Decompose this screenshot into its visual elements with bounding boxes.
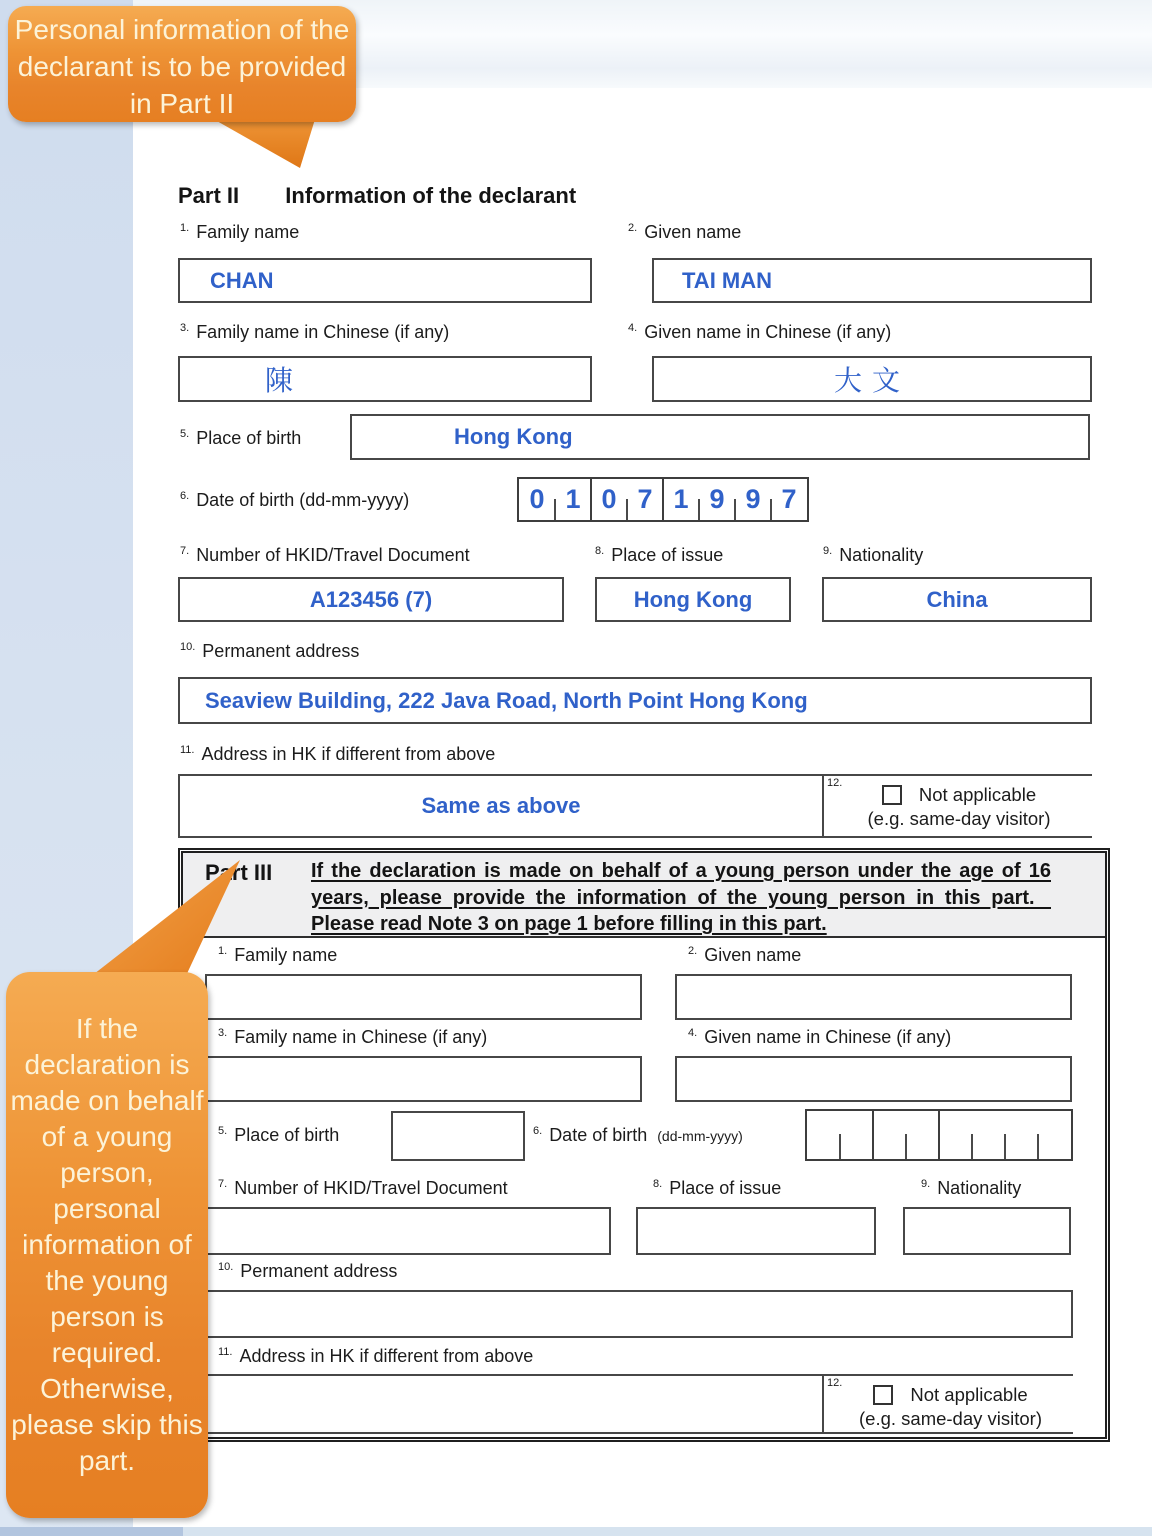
footer-strip-left bbox=[0, 1527, 183, 1536]
callout-left-text: If the declaration is made on behalf of a young person, personal information of the young person is required. Otherwise, please skip this part. bbox=[10, 1013, 204, 1476]
footer-strip-right bbox=[183, 1527, 1152, 1536]
part3-title: Part III bbox=[205, 860, 273, 885]
field-number: 8. bbox=[595, 545, 605, 557]
dob-digit-cell bbox=[1005, 1111, 1038, 1159]
part3-family-name-chinese-label bbox=[218, 1027, 487, 1048]
part2-title bbox=[178, 183, 576, 209]
part3-hkid-number-field[interactable] bbox=[205, 1207, 611, 1255]
dob-digit-cell bbox=[906, 1111, 939, 1159]
field-label: Family name in Chinese (if any) bbox=[234, 1027, 488, 1047]
dob-digit-cell: 9 bbox=[699, 479, 735, 520]
part2-given-name-label bbox=[628, 222, 741, 243]
part2-title-label: Part II bbox=[178, 183, 240, 208]
field-label: Number of HKID/Travel Document bbox=[234, 1178, 508, 1198]
field-label: Number of HKID/Travel Document bbox=[196, 545, 470, 565]
part3-hkid-number-label bbox=[218, 1178, 508, 1199]
part3-given-name-label bbox=[688, 945, 801, 966]
part2-permanent-address-field[interactable] bbox=[178, 677, 1092, 724]
part2-nationality-label bbox=[823, 545, 923, 566]
field-number: 4. bbox=[628, 322, 638, 334]
field-number: 6. bbox=[533, 1125, 543, 1137]
not-applicable-label: Not applicable bbox=[918, 784, 1037, 805]
field-label: Permanent address bbox=[202, 641, 360, 661]
not-applicable-checkbox[interactable] bbox=[873, 1385, 893, 1405]
callout-top bbox=[8, 6, 356, 122]
field-number: 3. bbox=[218, 1027, 228, 1039]
part3-section bbox=[178, 848, 1110, 1442]
dob-digit-cell bbox=[939, 1111, 972, 1159]
field-label: Place of birth bbox=[196, 428, 302, 448]
callout-top-text: Personal information of the declarant is to be provided in Part II bbox=[14, 14, 350, 119]
part3-date-of-birth-input[interactable] bbox=[805, 1109, 1073, 1161]
part3-nationality-field[interactable] bbox=[903, 1207, 1071, 1255]
field-number: 9. bbox=[823, 545, 833, 557]
field-label-small: (dd-mm-yyyy) bbox=[657, 1128, 743, 1144]
dob-digit-cell: 0 bbox=[519, 479, 555, 520]
field-number: 9. bbox=[921, 1178, 931, 1190]
part2-family-name-chinese-label bbox=[180, 322, 449, 343]
field-label: Place of issue bbox=[669, 1178, 782, 1198]
field-value: 大文 bbox=[833, 365, 910, 396]
part2-hk-address-field[interactable] bbox=[178, 774, 1092, 838]
field-value: Same as above bbox=[421, 793, 581, 818]
field-label: Nationality bbox=[937, 1178, 1022, 1198]
field-label: Family name bbox=[196, 222, 300, 242]
field-value: CHAN bbox=[210, 267, 274, 293]
field-number: 1. bbox=[180, 222, 190, 234]
field-number: 7. bbox=[218, 1178, 228, 1190]
part2-hkid-number-field[interactable] bbox=[178, 577, 564, 622]
part3-heading: If the declaration is made on behalf of a young person under the age of 16 years, please provide the information of the young person in this part. Please read Note 3 on page 1 before filling in this part. bbox=[311, 860, 1051, 935]
part2-given-name-chinese-field[interactable] bbox=[652, 356, 1092, 402]
dob-digit-cell bbox=[807, 1111, 840, 1159]
part2-place-of-birth-label bbox=[180, 428, 301, 449]
field-label: Given name in Chinese (if any) bbox=[704, 1027, 952, 1047]
field-label: Date of birth bbox=[549, 1125, 648, 1145]
not-applicable-sublabel: (e.g. same-day visitor) bbox=[859, 1408, 1042, 1429]
part2-family-name-label bbox=[180, 222, 299, 243]
part2-date-of-birth-label bbox=[180, 490, 409, 511]
field-number: 12. bbox=[827, 1377, 843, 1389]
dob-digit-cell bbox=[1038, 1111, 1071, 1159]
dob-digit-cell bbox=[840, 1111, 873, 1159]
part2-family-name-field[interactable] bbox=[178, 258, 592, 303]
field-number: 6. bbox=[180, 490, 190, 502]
part3-given-name-field[interactable] bbox=[675, 974, 1072, 1020]
field-label: Date of birth (dd-mm-yyyy) bbox=[196, 490, 410, 510]
not-applicable-label: Not applicable bbox=[910, 1384, 1028, 1405]
field-label: Place of birth bbox=[234, 1125, 340, 1145]
part2-hk-address-label bbox=[180, 744, 495, 765]
dob-digit-cell bbox=[873, 1111, 906, 1159]
field-label: Given name bbox=[644, 222, 742, 242]
field-value: Hong Kong bbox=[454, 424, 573, 449]
part2-date-of-birth-input[interactable] bbox=[517, 477, 809, 522]
part3-given-name-chinese-field[interactable] bbox=[675, 1056, 1072, 1102]
field-number: 10. bbox=[180, 641, 196, 653]
field-number: 3. bbox=[180, 322, 190, 334]
part3-not-applicable-cell bbox=[822, 1376, 1077, 1432]
field-value: TAI MAN bbox=[682, 267, 773, 293]
field-number: 5. bbox=[180, 428, 190, 440]
field-value: China bbox=[926, 586, 988, 612]
field-label: Address in HK if different from above bbox=[201, 744, 496, 764]
field-label: Nationality bbox=[839, 545, 924, 565]
part2-given-name-field[interactable] bbox=[652, 258, 1092, 303]
part3-given-name-chinese-label bbox=[688, 1027, 951, 1048]
dob-digit-cell: 1 bbox=[663, 479, 699, 520]
dob-digit-cell: 7 bbox=[627, 479, 663, 520]
field-number: 10. bbox=[218, 1261, 234, 1273]
not-applicable-sublabel: (e.g. same-day visitor) bbox=[867, 808, 1051, 829]
field-label: Given name in Chinese (if any) bbox=[644, 322, 892, 342]
callout-left bbox=[6, 972, 208, 1518]
callout-left-tail bbox=[88, 852, 248, 984]
part3-permanent-address-label bbox=[218, 1261, 397, 1282]
part3-hk-address-label bbox=[218, 1346, 533, 1367]
field-label: Family name in Chinese (if any) bbox=[196, 322, 450, 342]
callout-top-tail bbox=[202, 114, 322, 172]
field-value: A123456 (7) bbox=[309, 586, 433, 612]
part2-title-heading: Information of the declarant bbox=[285, 183, 577, 208]
field-value: Hong Kong bbox=[633, 586, 753, 612]
part2-permanent-address-label bbox=[180, 641, 359, 662]
field-label: Given name bbox=[704, 945, 802, 965]
part2-place-of-birth-field[interactable] bbox=[350, 414, 1090, 460]
part3-date-of-birth-label bbox=[533, 1125, 743, 1146]
part3-family-name-chinese-field[interactable] bbox=[205, 1056, 642, 1102]
field-number: 8. bbox=[653, 1178, 663, 1190]
part3-family-name-field[interactable] bbox=[205, 974, 642, 1020]
part3-nationality-label bbox=[921, 1178, 1021, 1199]
field-number: 12. bbox=[827, 777, 843, 789]
field-label: Place of issue bbox=[611, 545, 724, 565]
field-number: 11. bbox=[218, 1346, 233, 1358]
dob-digit-cell: 1 bbox=[555, 479, 591, 520]
part2-place-of-issue-label bbox=[595, 545, 723, 566]
not-applicable-checkbox[interactable] bbox=[882, 785, 902, 805]
field-number: 5. bbox=[218, 1125, 228, 1137]
field-number: 11. bbox=[180, 744, 195, 756]
dob-digit-cell: 0 bbox=[591, 479, 627, 520]
part2-not-applicable-cell bbox=[822, 776, 1094, 836]
field-value: 陳 bbox=[265, 365, 294, 396]
field-label: Family name bbox=[234, 945, 338, 965]
part2-nationality-field[interactable] bbox=[822, 577, 1092, 622]
part2-hkid-number-label bbox=[180, 545, 470, 566]
part2-place-of-issue-field[interactable] bbox=[595, 577, 791, 622]
dob-digit-cell: 9 bbox=[735, 479, 771, 520]
part3-permanent-address-field[interactable] bbox=[205, 1290, 1073, 1338]
part2-given-name-chinese-label bbox=[628, 322, 891, 343]
part3-header bbox=[183, 853, 1105, 938]
field-number: 7. bbox=[180, 545, 190, 557]
part3-place-of-birth-field[interactable] bbox=[391, 1111, 525, 1161]
part3-hk-address-field[interactable] bbox=[205, 1374, 1073, 1434]
part3-place-of-issue-label bbox=[653, 1178, 781, 1199]
field-label: Permanent address bbox=[240, 1261, 398, 1281]
dob-digit-cell bbox=[972, 1111, 1005, 1159]
field-label: Address in HK if different from above bbox=[239, 1346, 534, 1366]
field-value: Seaview Building, 222 Java Road, North Point Hong Kong bbox=[205, 687, 808, 713]
field-number: 2. bbox=[688, 945, 698, 957]
field-number: 1. bbox=[218, 945, 228, 957]
dob-digit-cell: 7 bbox=[781, 484, 797, 514]
part3-place-of-birth-label bbox=[218, 1125, 339, 1146]
part3-place-of-issue-field[interactable] bbox=[636, 1207, 876, 1255]
field-number: 2. bbox=[628, 222, 638, 234]
field-number: 4. bbox=[688, 1027, 698, 1039]
part2-family-name-chinese-field[interactable] bbox=[178, 356, 592, 402]
